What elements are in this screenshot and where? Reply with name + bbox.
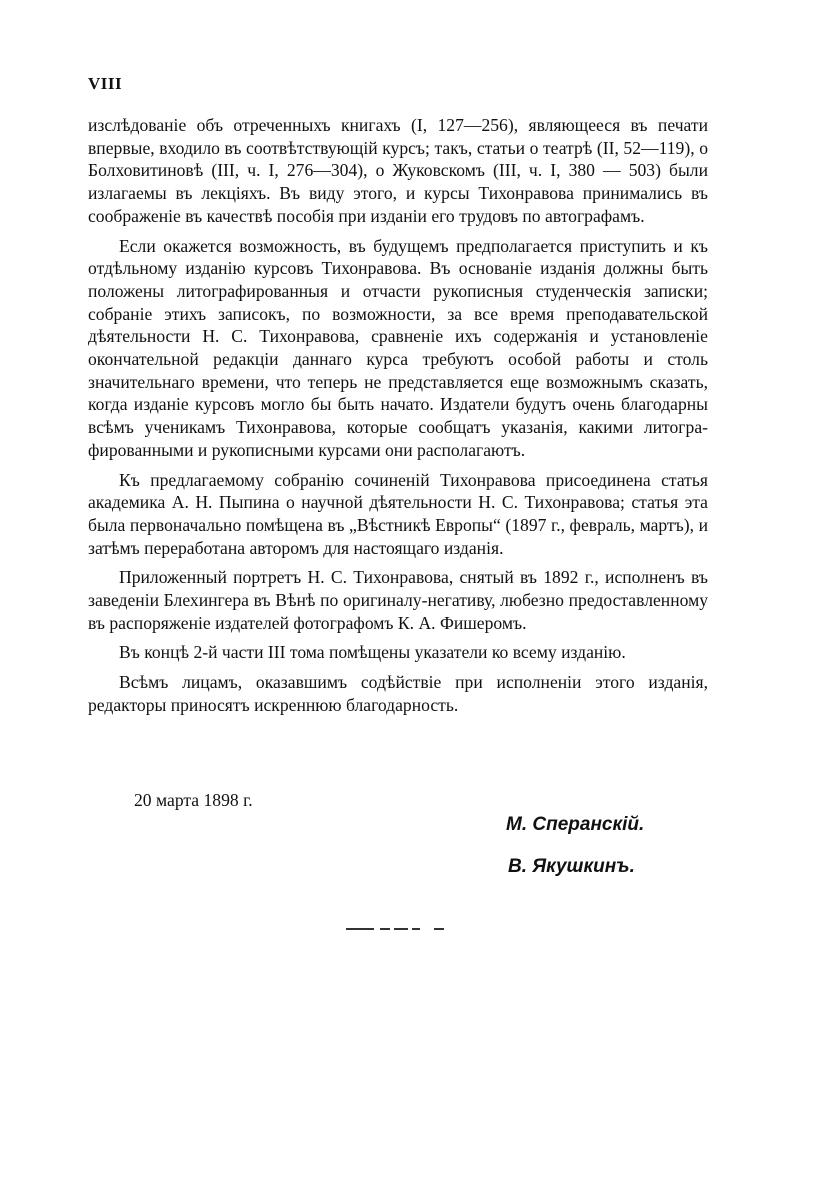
paragraph-2: Если окажется возможность, въ будущемъ предполагается приступить и къ отдѣльному изданію курсовъ Тихонравова. Въ основаніе изданія должны быть положены литографированныя и отчасти рукописныя студенческія записки; собраніе этихъ записокъ, по возможности, за все время преподавательской дѣятельности Н. С. Тихонравова, сравненіе ихъ содержанія и установленіе окончательной редакціи даннаго курса требуютъ особой работы и столь значительнаго времени, что теперь не представляется еще возможнымъ сказать, когда изданіе курсовъ могло бы быть начато. Издатели будутъ очень благодарны всѣмъ ученикамъ Тихонравова, которые сообщатъ указанія, какими литографированными и рукописными курсами они располагаютъ. — [88, 235, 708, 460]
paragraph-5: Въ концѣ 2-й части III тома помѣщены указатели ко всему изданію. — [119, 642, 626, 663]
signature-speransky: М. Сперанскій. — [506, 814, 645, 835]
paragraph-1: изслѣдованіе объ отреченныхъ книгахъ (I, 127—256), являющееся въ печати впервые, входило въ соотвѣтствующій курсъ; такъ, статьи о театрѣ (II, 52—119), о Болховитиновѣ (III, ч. I, 276—304), о Жуковскомъ (III, ч. I, 380 — 503) были излагаемы въ лекціяхъ. Въ виду этого, и курсы Тихонравова принимались въ соображеніе въ качествѣ пособія при изданіи его трудовъ по автографамъ. — [88, 115, 708, 226]
paragraph-6: Всѣмъ лицамъ, оказавшимъ содѣйствіе при исполненіи этого изданія, редакторы приносятъ искреннюю благодарность. — [88, 672, 708, 715]
ornamental-divider — [346, 928, 446, 930]
signature-block — [506, 804, 644, 888]
page-number: VIII — [88, 74, 123, 93]
body-text — [88, 114, 708, 724]
paragraph-4: Приложенный портретъ Н. С. Тихонравова, снятый въ 1892 г., исполненъ въ заведеніи Блехингера въ Вѣнѣ по оригиналу-негативу, любезно предоставленному въ распоряженіе издателей фотографомъ К. А. Фишеромъ. — [88, 567, 708, 633]
paragraph-3: Къ предлагаемому собранію сочиненій Тихонравова присоединена статья академика А. Н. Пыпина о научной дѣятельности Н. С. Тихонравова; статья эта была первоначально помѣщена въ „Вѣстникѣ Европы“ (1897 г., февраль, мартъ), и затѣмъ переработана авторомъ для настоящаго изданія. — [88, 469, 708, 558]
date-line: 20 марта 1898 г. — [134, 790, 253, 810]
signature-yakushkin: В. Якушкинъ. — [508, 856, 635, 877]
